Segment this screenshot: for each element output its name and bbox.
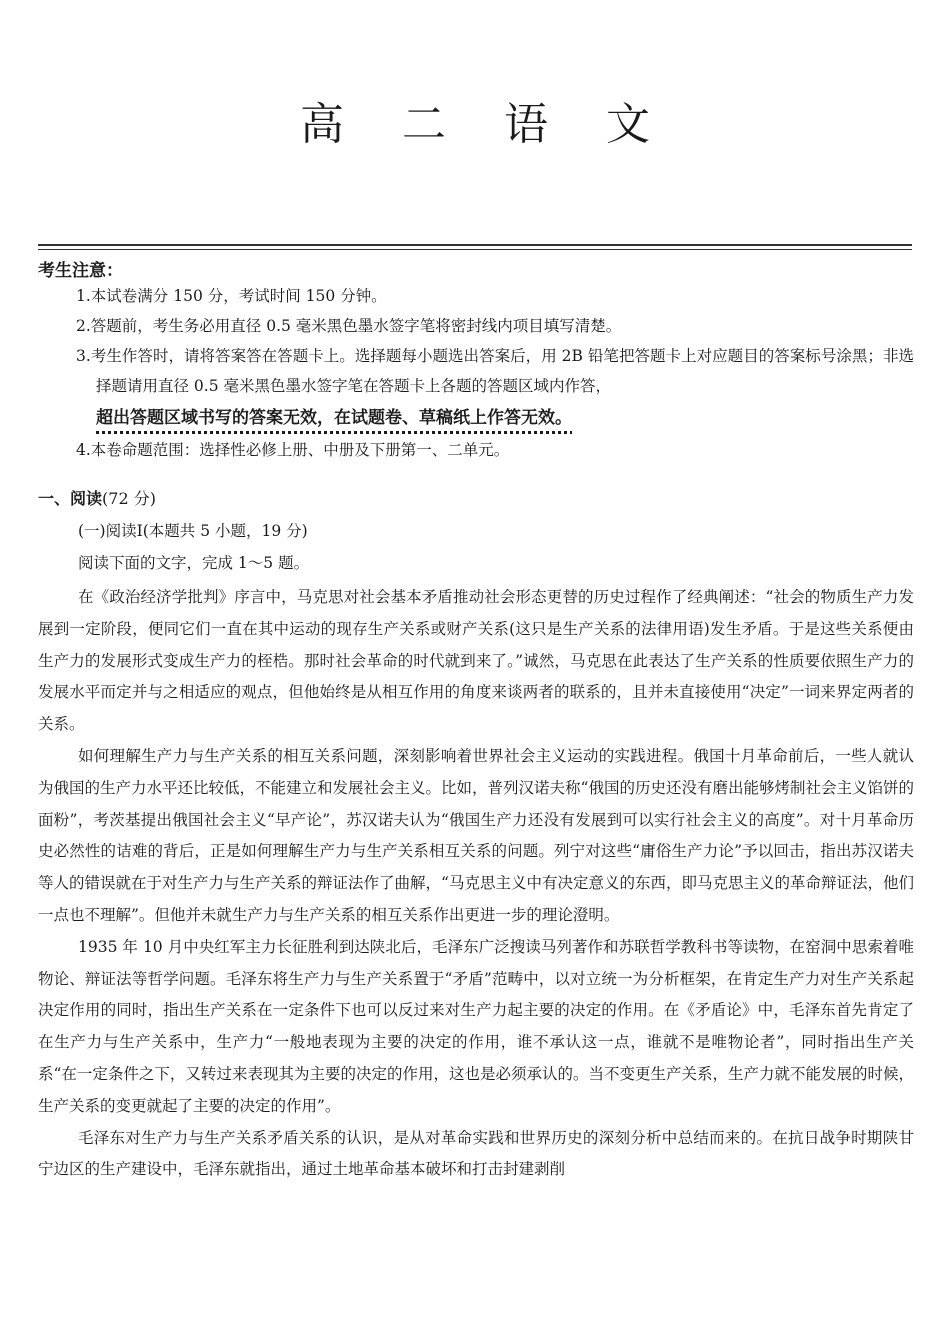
- notice-item-3: 3.考生作答时，请将答案答在答题卡上。选择题每小题选出答案后，用 2B 铅笔把答题卡上对应题目的答案标号涂黑；非选择题请用直径 0.5 毫米黑色墨水签字笔在答题卡上各题的答题区域内作答，: [76, 347, 914, 395]
- reading-instruction: 阅读下面的文字，完成 1～5 题。: [78, 554, 310, 572]
- notice-emphasis: 超出答题区域书写的答案无效，在试题卷、草稿纸上作答无效。: [96, 408, 572, 428]
- notice-item-4: 4.本卷命题范围：选择性必修上册、中册及下册第一、二单元。: [76, 441, 510, 459]
- notice-item-1: 1.本试卷满分 150 分，考试时间 150 分钟。: [76, 287, 387, 305]
- page-title: 高 二 语 文: [300, 99, 672, 150]
- notice-list: [38, 281, 914, 465]
- reading-passage: [38, 582, 914, 1186]
- subsection-heading: (一)阅读Ⅰ(本题共 5 小题，19 分): [78, 522, 308, 540]
- section-title: 一、阅读: [38, 489, 103, 508]
- passage-paragraph-2: 如何理解生产力与生产关系的相互关系问题，深刻影响着世界社会主义运动的实践进程。俄国十月革命前后，一些人就认为俄国的生产力水平还比较低，不能建立和发展社会主义。比如，普列汉诺夫称“俄国的历史还没有磨出能够烤制社会主义馅饼的面粉”，考茨基提出俄国社会主义“早产论”，苏汉诺夫认为“俄国生产力还没有发展到可以实行社会主义的高度”。对十月革命历史必然性的诘难的背后，正是如何理解生产力与生产关系相互关系的问题。列宁对这些“庸俗生产力论”予以回击，指出苏汉诺夫等人的错误就在于对生产力与生产关系的辩证法作了曲解，“马克思主义中有决定意义的东西，即马克思主义的革命辩证法，他们一点也不理解”。但他并未就生产力与生产关系的相互关系作出更进一步的理论澄明。: [38, 746, 914, 924]
- passage-paragraph-1: 在《政治经济学批判》序言中，马克思对社会基本矛盾推动社会形态更替的历史过程作了经典阐述：“社会的物质生产力发展到一定阶段，便同它们一直在其中运动的现存生产关系或财产关系(这只是生产关系的法律用语)发生矛盾。于是这些关系便由生产力的发展形式变成生产力的桎梏。那时社会革命的时代就到来了。”诚然，马克思在此表达了生产关系的性质要依照生产力的发展水平而定并与之相适应的观点，但他始终是从相互作用的角度来谈两者的联系的，且并未直接使用“决定”一词来界定两者的关系。: [38, 588, 914, 734]
- passage-paragraph-4: 毛泽东对生产力与生产关系矛盾关系的认识，是从对革命实践和世界历史的深刻分析中总结而来的。在抗日战争时期陕甘宁边区的生产建设中，毛泽东就指出，通过土地革命基本破坏和打击封建剥削: [38, 1128, 914, 1179]
- notice-heading: 考生注意：: [38, 261, 123, 281]
- section-heading: [38, 486, 156, 509]
- header-divider-thick: [38, 244, 912, 246]
- section-score: (72 分): [102, 489, 156, 508]
- notice-item-2: 2.答题前，考生务必用直径 0.5 毫米黑色墨水签字笔将密封线内项目填写清楚。: [76, 317, 622, 335]
- passage-paragraph-3: 1935 年 10 月中央红军主力长征胜利到达陕北后，毛泽东广泛搜读马列著作和苏联哲学教科书等读物，在窑洞中思索着唯物论、辩证法等哲学问题。毛泽东将生产力与生产关系置于“矛盾”范畴中，以对立统一为分析框架，在肯定生产力对生产关系起决定作用的同时，指出生产关系在一定条件下也可以反过来对生产力起主要的决定的作用。在《矛盾论》中，毛泽东首先肯定了在生产力与生产关系中，生产力“一般地表现为主要的决定的作用，谁不承认这一点，谁就不是唯物论者”，同时指出生产关系“在一定条件之下，又转过来表现其为主要的决定的作用，这也是必须承认的。当不变更生产关系，生产力就不能发展的时候，生产关系的变更就起了主要的决定的作用”。: [38, 937, 914, 1115]
- header-divider-thin: [38, 249, 912, 250]
